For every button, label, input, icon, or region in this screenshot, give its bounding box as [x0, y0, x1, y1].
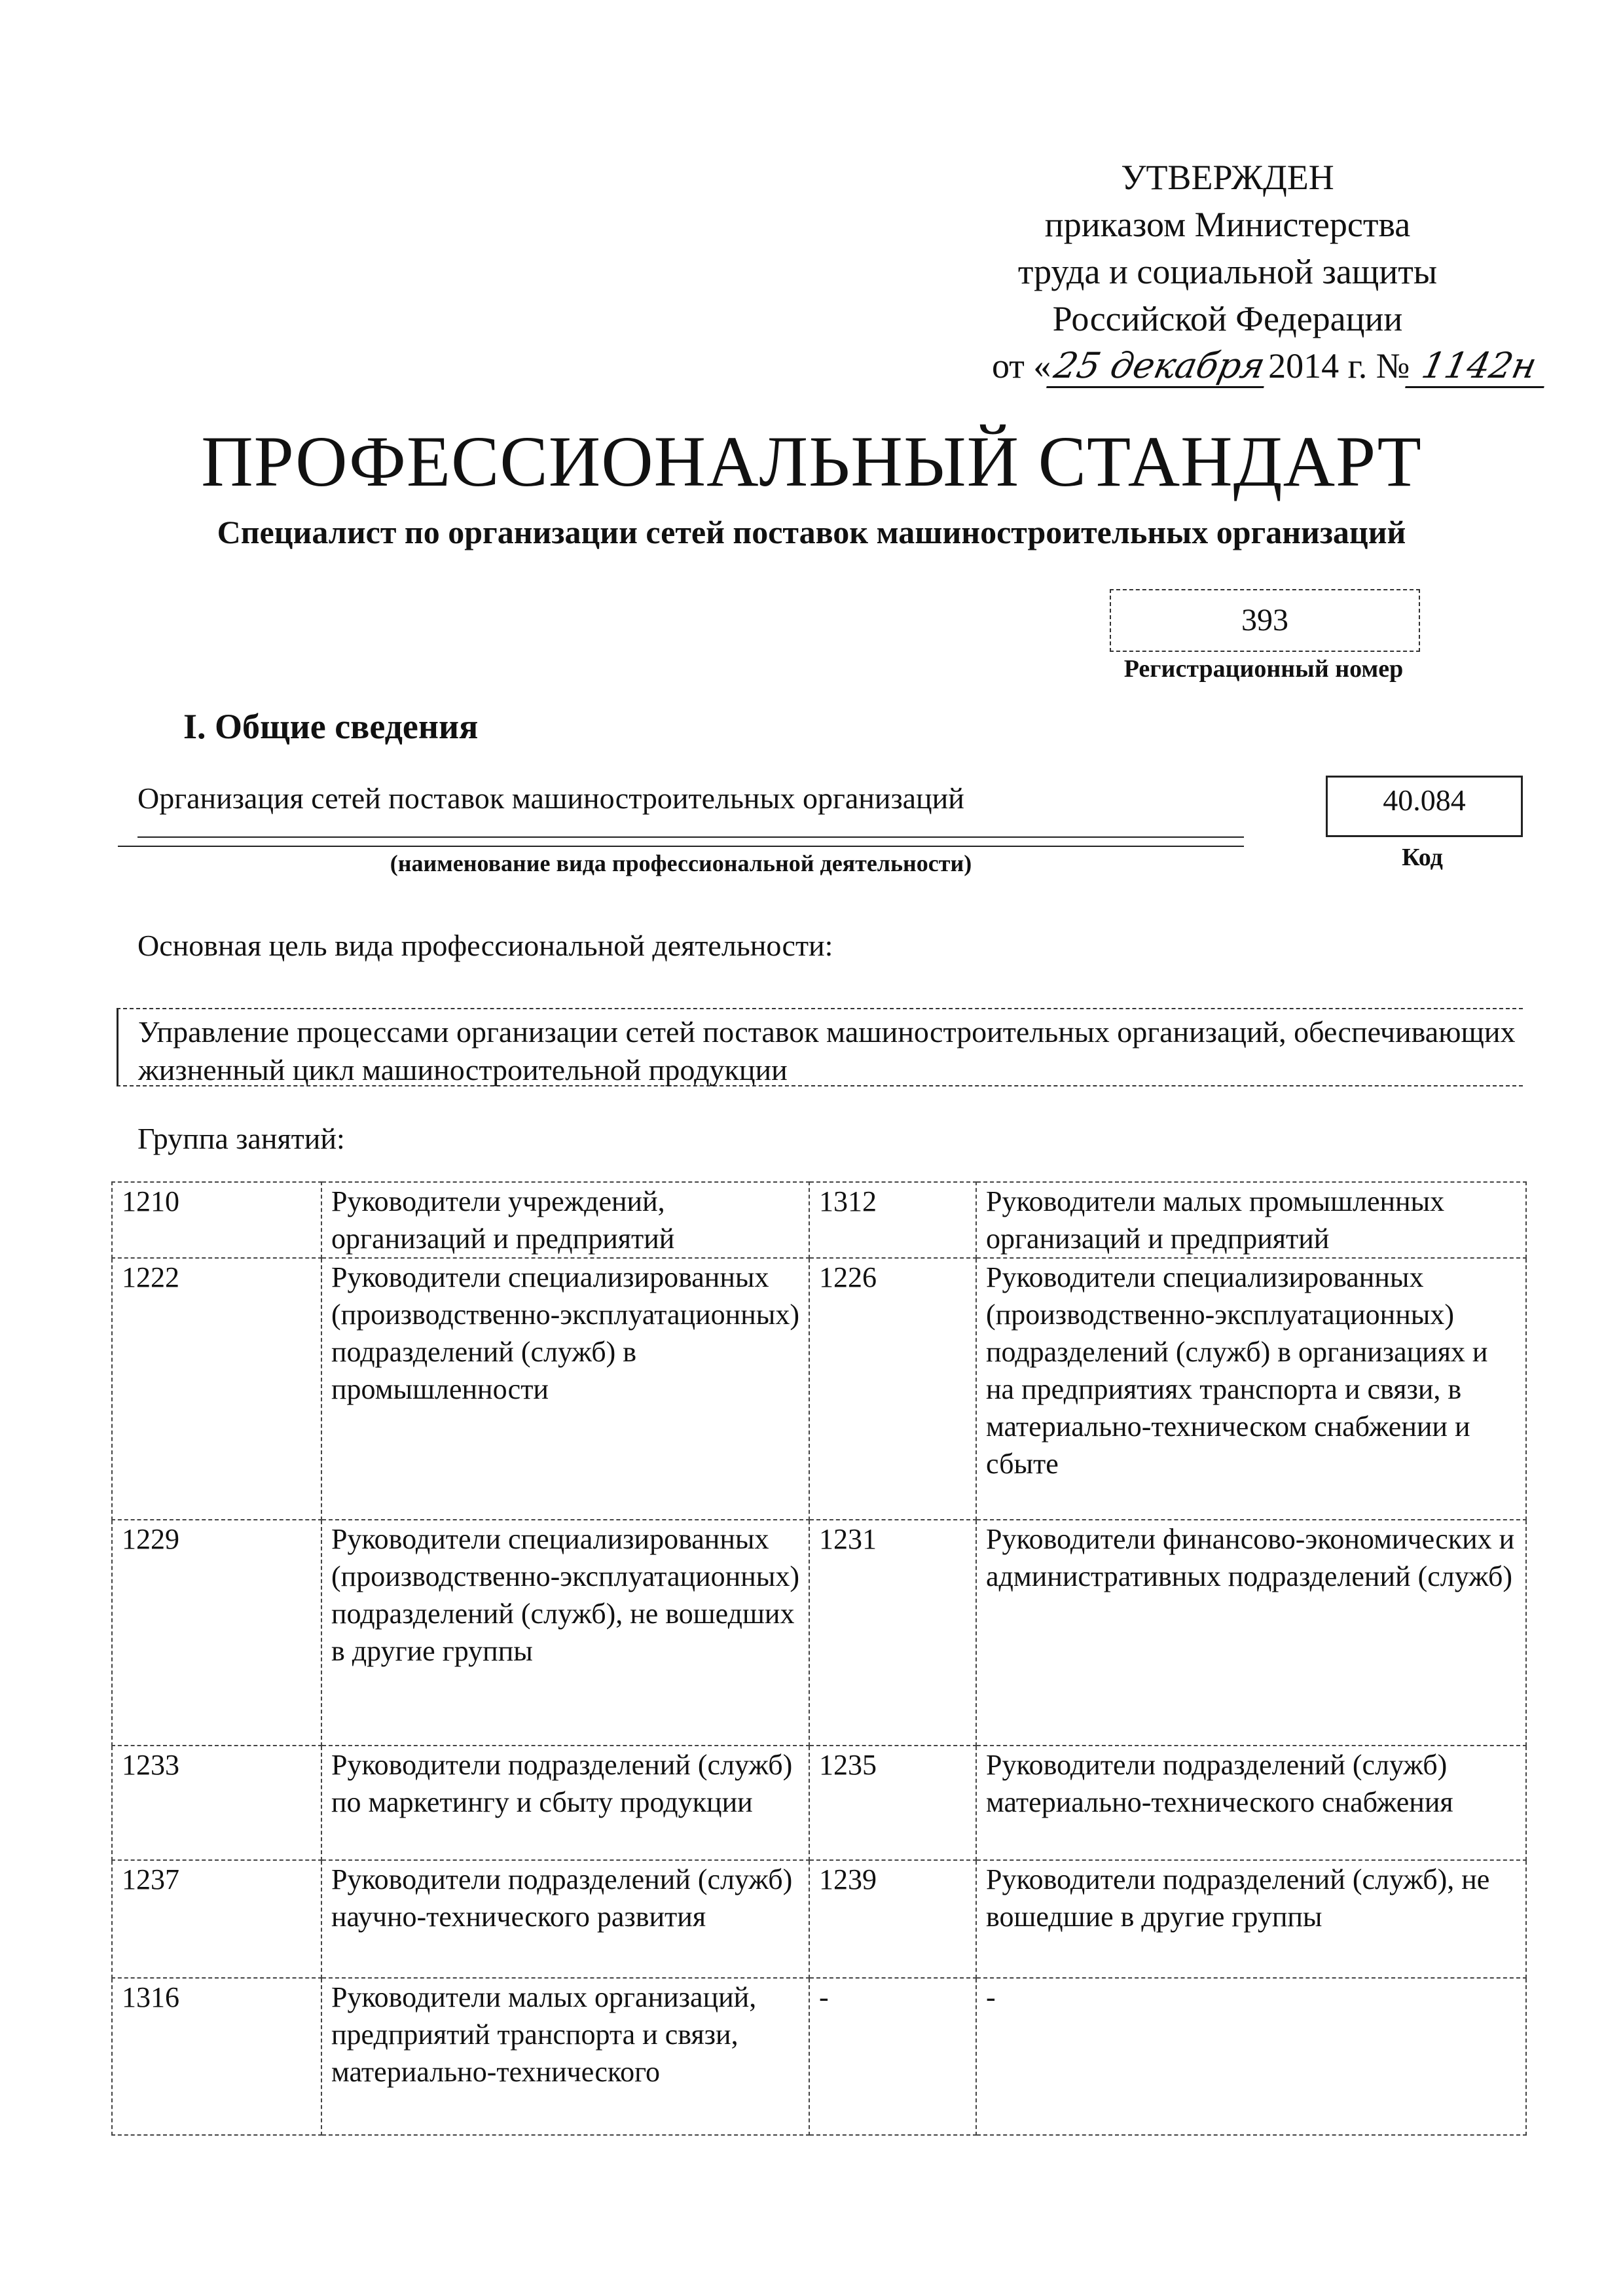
occupation-code: 1210 [112, 1182, 321, 1258]
occupation-name: Руководители подразделений (служб) научно-технического развития [321, 1860, 809, 1978]
occupation-group-label: Группа занятий: [137, 1122, 345, 1155]
activity-name-caption: (наименование вида профессиональной деятельности) [118, 846, 1244, 877]
occupation-code: 1229 [112, 1520, 321, 1746]
occupation-code: 1237 [112, 1860, 321, 1978]
date-prefix: от « [992, 346, 1051, 386]
occupation-code: - [809, 1978, 976, 2135]
occupation-name: Руководители учреждений, организаций и предприятий [321, 1182, 809, 1258]
handwritten-order-number: 1142н [1405, 346, 1553, 388]
occupation-code: 1226 [809, 1258, 976, 1520]
occupation-name: Руководители специализированных (производственно-эксплуатационных) подразделений (служб) в промышленности [321, 1258, 809, 1520]
document-title: ПРОФЕССИОНАЛЬНЫЙ СТАНДАРТ [201, 422, 1422, 501]
table-row [112, 1978, 1526, 2135]
activity-code-box: 40.084 [1326, 776, 1523, 837]
occupation-name: - [976, 1978, 1526, 2135]
occupation-name: Руководители малых организаций, предприятий транспорта и связи, материально-технического [321, 1978, 809, 2135]
table-row [112, 1520, 1526, 1746]
occupation-code: 1233 [112, 1746, 321, 1860]
handwritten-date: 25 декабря [1046, 346, 1273, 388]
approval-block [917, 154, 1539, 389]
goal-text-box: Управление процессами организации сетей поставок машиностроительных организаций, обеспечивающих жизненный цикл машиностроительной продукции [117, 1008, 1523, 1086]
occupation-name: Руководители специализированных (производственно-эксплуатационных) подразделений (служб) в организациях и на предприятиях транспорта и связи, в материально-техническом снабжении и сбыте [976, 1258, 1526, 1520]
section-heading: I. Общие сведения [183, 707, 479, 746]
occupation-name: Руководители финансово-экономических и административных подразделений (служб) [976, 1520, 1526, 1746]
occupation-name: Руководители специализированных (производственно-эксплуатационных) подразделений (служб), не вошедших в другие группы [321, 1520, 809, 1746]
approval-title: УТВЕРЖДЕН [1121, 158, 1334, 197]
occupation-code: 1222 [112, 1258, 321, 1520]
registration-number-box: 393 [1110, 589, 1420, 652]
occupation-code: 1239 [809, 1860, 976, 1978]
registration-number-label: Регистрационный номер [1123, 655, 1404, 683]
table-row [112, 1258, 1526, 1520]
occupation-group-table [111, 1181, 1527, 2136]
occupation-code: 1235 [809, 1746, 976, 1860]
document-subtitle: Специалист по организации сетей поставок машиностроительных организаций [217, 514, 1406, 550]
activity-name: Организация сетей поставок машиностроительных организаций [137, 779, 1244, 838]
goal-label: Основная цель вида профессиональной деятельности: [137, 929, 833, 962]
occupation-name: Руководители подразделений (служб) по маркетингу и сбыту продукции [321, 1746, 809, 1860]
table-row [112, 1182, 1526, 1258]
approval-date-line [917, 342, 1539, 389]
occupation-name: Руководители малых промышленных организаций и предприятий [976, 1182, 1526, 1258]
activity-code-label: Код [1402, 844, 1443, 871]
approval-line-4: Российской Федерации [1052, 299, 1403, 338]
occupation-name: Руководители подразделений (служб) материально-технического снабжения [976, 1746, 1526, 1860]
approval-line-3: труда и социальной защиты [1017, 252, 1438, 291]
occupation-code: 1316 [112, 1978, 321, 2135]
table-row [112, 1860, 1526, 1978]
approval-line-2: приказом Министерства [1044, 205, 1411, 244]
date-year: 2014 г. № [1268, 346, 1410, 386]
occupation-name: Руководители подразделений (служб), не вошедшие в другие группы [976, 1860, 1526, 1978]
table-row [112, 1746, 1526, 1860]
occupation-code: 1231 [809, 1520, 976, 1746]
occupation-code: 1312 [809, 1182, 976, 1258]
